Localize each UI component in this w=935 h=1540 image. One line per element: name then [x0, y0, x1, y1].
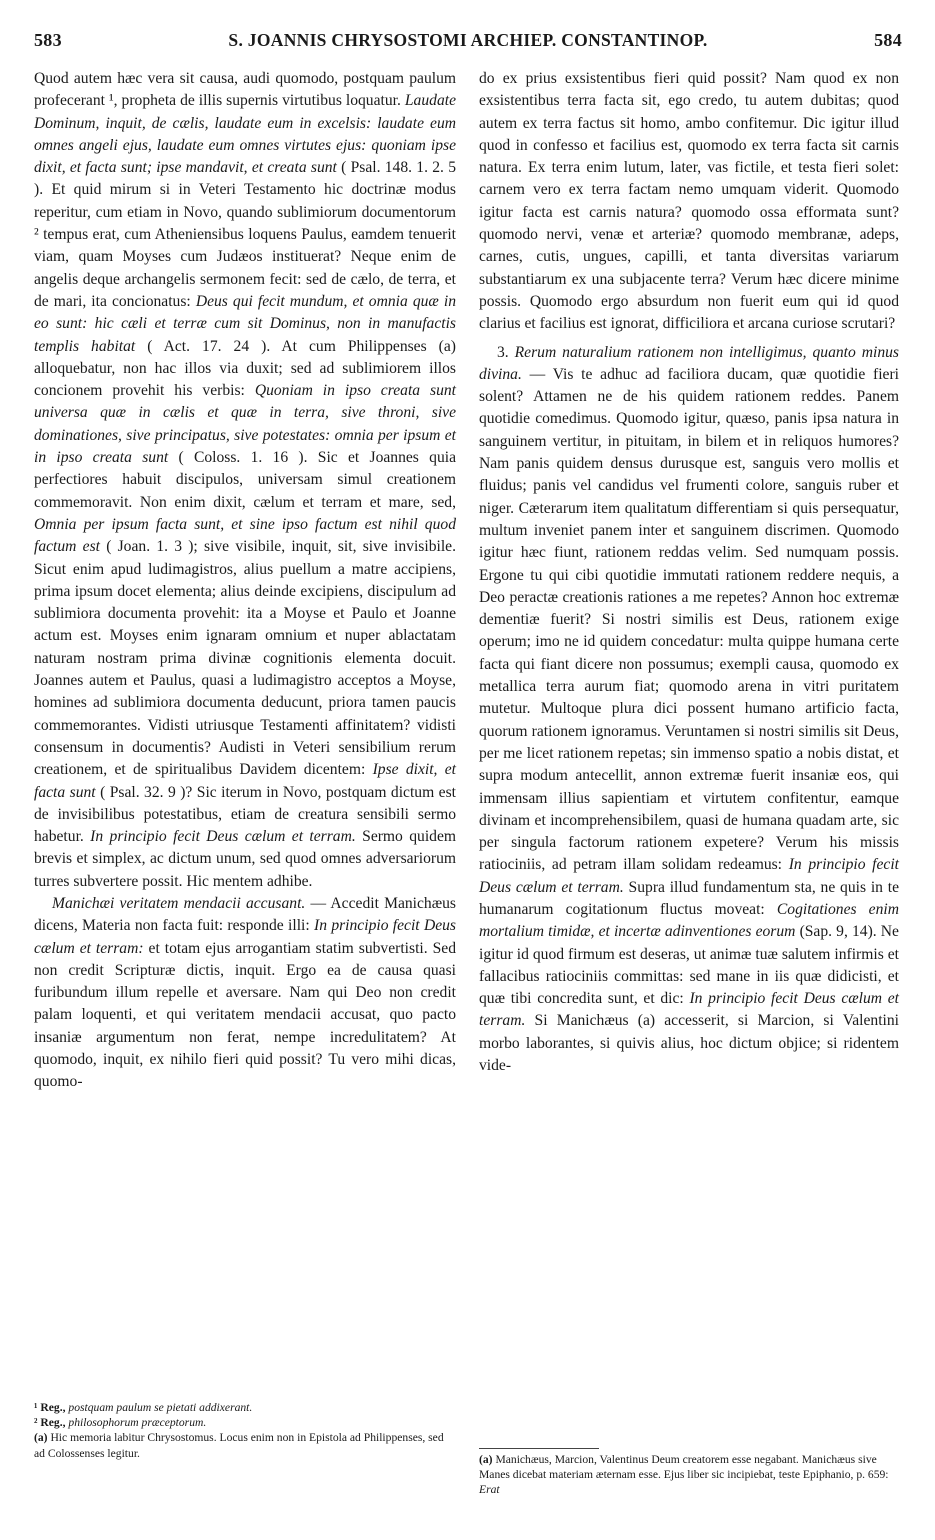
footnote-divider: [479, 1448, 599, 1449]
running-title: S. JOANNIS CHRYSOSTOMI ARCHIEP. CONSTANTINOP.: [228, 30, 708, 50]
footnote-a-right: (a) Manichæus, Marcion, Valentinus Deum creatorem esse negabant. Manichæus sive Manes dicebat materiam æternam esse. Ejus liber sic incipiebat, teste Epiphanio, p. 659: Erat: [479, 1453, 889, 1496]
running-header: [34, 30, 902, 60]
paragraph-manichaei: Manichæi veritatem mendacii accusant. — Accedit Manichæus dicens, Materia non facta fuit: responde illi: In principio fecit Deus cælum et terram: et totam ejus arrogantiam statim subvertisti. Sed non credit Scripturæ dictis, inquit. Ergo ea de causa quasi furibundum illum repelle et aversare. Nam qui Deo non credit palam loquenti, et qui veritatem mendacii accusat, quo pacto insaniæ argumentum non ferat, nempe incredulitatem? At quomodo, inquit, ex nihilo fieri quid possit? Tu vero mihi dicas, quomo-: [34, 894, 456, 1091]
page-number-left: 583: [34, 30, 62, 50]
footnote-1: ¹ Reg., postquam paulum se pietati addixerant.: [34, 1401, 253, 1414]
section-number: 3.: [497, 343, 509, 361]
footnote-a: (a) Hic memoria labitur Chrysostomus. Locus enim non in Epistola ad Philippenses, sed ad Colossenses legitur.: [34, 1431, 444, 1460]
footnotes-right: [479, 1448, 899, 1497]
footnote-2: ² Reg., philosophorum præceptorum.: [34, 1416, 207, 1430]
page-number-right: 584: [874, 30, 902, 50]
paragraph-continuation: do ex prius exsistentibus fieri quid possit? Nam quod ex non exsistentibus terra facta sit, ego credo, tu autem dubitas; quod autem ex terra factus sit homo, ambo confitemur. Dic igitur illud quod in confesso et facilius est, quomodo ex terra facta sit carnis natura. Ex terra enim lutum, later, vas fictile, et testa fieri solet: carnem vero ex terra factam nemo umquam viderit. Quomodo igitur facta est carnis natura? quomodo ossa efformata sunt? quomodo nervi, venæ et arteriæ? quomodo membranæ, adeps, carnes, cutis, ungues, capilli, et tanta diversitas variarum substantiarum ex una subjacente terra? Verum hæc dicere minime possis. Quomodo ergo absurdum non fuerit eum qui id quod clarius et facilius est ignorat, difficiliora et arcana curiose scrutari?: [479, 70, 899, 333]
section-heading: Rerum naturalium rationem non intelligimus, quanto minus divina.: [479, 343, 899, 383]
section-heading: Manichæi veritatem mendacii accusant.: [52, 894, 306, 912]
right-column: [479, 68, 899, 1077]
footnotes-left: [34, 1400, 456, 1461]
paragraph-creation-order: Quod autem hæc vera sit causa, audi quomodo, postquam paulum profecerant ¹, propheta de illis supernis virtutibus loquatur. Laudate Dominum, inquit, de cælis, laudate eum in excelsis: laudate eum omnes angeli ejus, laudate eum omnes virtutes ejus: quoniam ipse dixit, et facta sunt; ipse mandavit, et creata sunt ( Psal. 148. 1. 2. 5 ). Et quid mirum si in Veteri Testamento hic doctrinæ modus reperitur, cum etiam in Novo, quando sublimiorum documentorum ² tempus erat, cum Atheniensibus loquens Paulus, eamdem tenuerit viam, quam Moyses cum Judæos instituerat? Neque enim de angelis deque archangelis sermonem fecit: sed de cælo, de terra, et de mari, ita concionatus: Deus qui fecit mundum, et omnia quæ in eo sunt: hic cæli et terræ cum sit Dominus, non in manufactis templis habitat ( Act. 17. 24 ). At cum Philippenses (a) alloquebatur, non hac illos via duxit; sed ad sublimiorem illos concionem provehit his verbis: Quoniam in ipso creata sunt universa quæ in cælis et quæ in terra, sive throni, sive dominationes, sive principatus, sive potestates: omnia per ipsum et in ipso creata sunt ( Coloss. 1. 16 ). Sic et Joannes quia perfectiores habuit discipulos, universam simul creationem commemoravit. Non enim dixit, cælum et terram et mare, sed, Omnia per ipsum facta sunt, et sine ipso factum est nihil quod factum est ( Joan. 1. 3 ); sive visibile, inquit, sit, sive invisibile. Sicut enim apud ludimagistros, alius puellum a matre accipiens, prima ipsum docet elementa; alius deinde excipiens, discipulum ad sublimiora documenta provehit: ita a Moyse et Paulo et Joanne actum est. Moyses enim ignaram omnium et nuper ablactatam naturam nostram prima divinæ cognitionis elementa docuit. Joannes autem et Paulus, quasi a ludimagistro acceptos a Moyse, homines ad sublimiora documenta deducunt, priora tamen paucis commemorantes. Vidisti utriusque Testamenti affinitatem? vidisti consensum in documentis? Audisti in Veteri sensibilium rerum creationem, et de spiritualibus Davidem dicentem: Ipse dixit, et facta sunt ( Psal. 32. 9 )? Sic iterum in Novo, postquam dictum est de invisibilibus potestatibus, etiam de creatura sensibili sermo habetur. In principio fecit Deus cælum et terram. Sermo quidem brevis et simplex, ac dictum unum, sed quod omnes adversariorum turres subvertere possit. Hic mentem adhibe.: [34, 70, 457, 890]
left-column: [34, 68, 456, 1094]
paragraph-section-3: 3. Rerum naturalium rationem non intelligimus, quanto minus divina. — Vis te adhuc ad faciliora ducam, quæ quotidie fieri solent? Attamen ne de his quidem rationem reddes. Panem quotidie comedimus. Quomodo igitur, quæso, panis ipsa natura in sanguinem vertitur, in pituitam, in bilem et in reliquos humores? Nam panis quidem densus durusque est, sanguis vero mollis et fluidus; panis vel candidus vel frumenti colore, sanguis ruber et niger. Cæterarum item qualitatum differentiam si quis persequatur, multum inveniet panem inter et sanguinem discrimen. Quomodo igitur hæc fiunt, rationem reddas velim. Sed numquam possis. Ergone tu qui cibi quotidie immutati rationem reddere nequis, a Deo peractæ creationis rationes a me repetes? Annon hoc extremæ dementiæ fuerit? Si nostri similis est Deus, rationem exige operum; imo ne id quidem concedatur: multa quippe humana certe facta qui fiant dicere non possumus; exempli causa, quomodo ex metallica terra aurum fiat; quomodo arena in vitri puritatem mutetur. Multoque plura dici possent humano artificio facta, quorum rationem ignoramus. Veruntamen si nostri similis sit Deus, per me licet rationem repetas; sin immenso spatio a nobis distat, et supra modum antecellit, annon extremæ fuerit insaniæ eos, qui immensam illius sapientiam et virtutem confitentur, eamque divinam et incomprehensibilem, quasi de humana quadam arte, sic per singula factorum rationem expetere? Verum his missis ratiociniis, ad petram illam solidam redeamus: In principio fecit Deus cælum et terram. Supra illud fundamentum sta, ne quis in te humanarum cogitationum fluctus moveat: Cogitationes enim mortalium timidæ, et incertæ adinventiones eorum (Sap. 9, 14). Ne igitur id quod firmum est deseras, ut animæ tuæ salutem infirmis et fallacibus ratiociniis committas: sed mane in iis quæ didicisti, et quæ tibi concredita sunt, et dic: In principio fecit Deus cælum et terram. Si Manichæus (a) accesserit, si Marcion, si Valentini morbo laborantes, si quivis alius, hoc dictum objice; si ridentem vide-: [479, 343, 900, 1075]
